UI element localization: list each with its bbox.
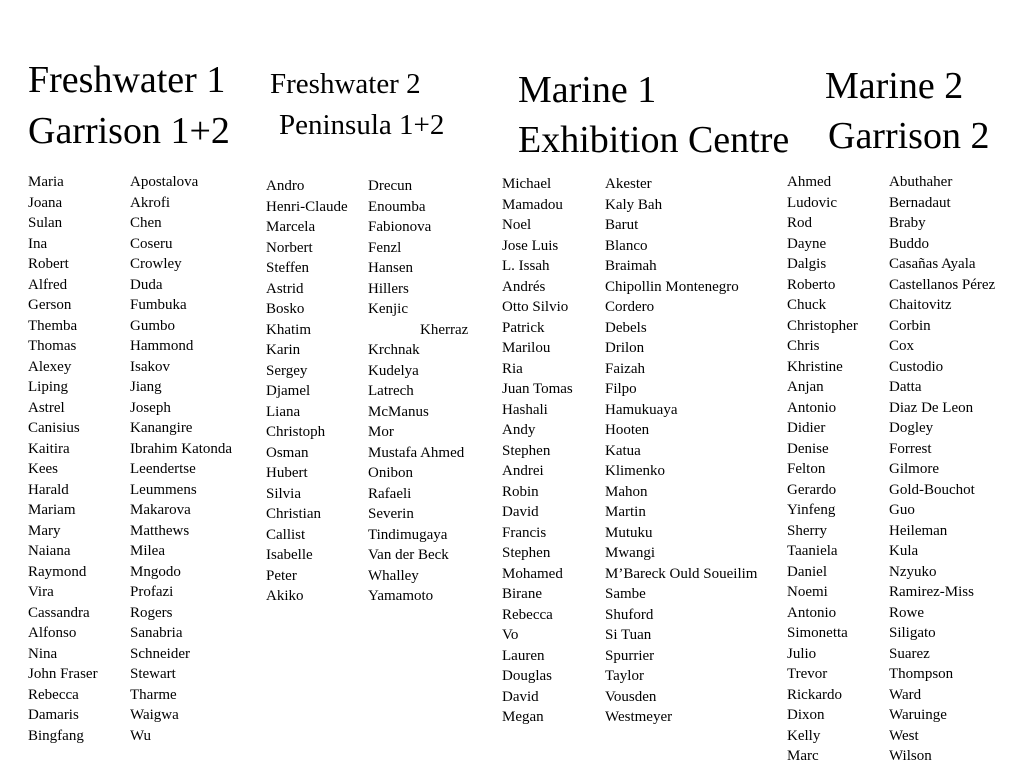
first-name: Robin	[502, 483, 539, 500]
first-name: Rod	[787, 215, 813, 231]
last-name: Wu	[130, 727, 152, 744]
first-name: Osman	[266, 444, 309, 461]
group-3-title-line2: Exhibition Centre	[518, 119, 790, 161]
last-name: Onibon	[368, 465, 413, 481]
group-1-first-names	[28, 172, 98, 746]
last-name: Vousden	[605, 688, 657, 705]
first-name: Kelly	[787, 727, 821, 744]
last-name: Gumbo	[130, 317, 175, 334]
last-name: Martin	[605, 504, 646, 520]
last-name: Corbin	[889, 317, 931, 334]
last-name: Kenjic	[368, 301, 408, 317]
first-name: Bosko	[266, 301, 305, 317]
last-name: Sambe	[605, 586, 646, 602]
last-name: M’Bareck Ould Soueilim	[605, 565, 758, 582]
first-name: Andro	[266, 178, 305, 194]
first-name: Mamadou	[502, 196, 563, 213]
last-name: Duda	[130, 276, 163, 293]
group-4-first-names	[787, 172, 858, 767]
first-name: Felton	[787, 461, 826, 477]
first-name: Khatim	[266, 321, 311, 338]
last-name: Braby	[889, 215, 926, 231]
last-name: Kudelya	[368, 362, 419, 379]
first-name: Ludovic	[787, 194, 837, 211]
first-name: Noel	[502, 217, 532, 233]
first-name: Gerson	[28, 297, 72, 313]
last-name: West	[889, 727, 919, 744]
first-name: Megan	[502, 709, 544, 725]
last-name: Faizah	[605, 360, 645, 377]
last-name: Barut	[605, 217, 639, 233]
last-name: Mwangi	[605, 545, 655, 561]
last-name: Ramirez-Miss	[889, 584, 974, 600]
last-name: Spurrier	[605, 647, 655, 664]
first-name: Jose Luis	[502, 237, 559, 254]
last-name: Mor	[368, 424, 394, 440]
last-name: Waigwa	[130, 707, 179, 723]
last-name: Bernadaut	[889, 194, 951, 211]
last-name: Braimah	[605, 258, 657, 274]
first-name: Henri-Claude	[266, 198, 348, 215]
first-name: Andy	[502, 422, 536, 438]
group-1-last-names	[130, 172, 232, 746]
last-name: Dogley	[889, 420, 934, 436]
last-name: Rafaeli	[368, 485, 412, 502]
last-name: Mahon	[605, 483, 648, 500]
last-name: Gilmore	[889, 461, 939, 477]
first-name: Joana	[28, 194, 63, 211]
first-name: Bingfang	[28, 727, 84, 744]
first-name: Anjan	[787, 379, 824, 395]
first-name: Dixon	[787, 707, 825, 723]
group-2-title-line1: Freshwater 2	[270, 68, 421, 100]
last-name: Hansen	[368, 260, 413, 276]
last-name: Westmeyer	[605, 709, 673, 725]
last-name: Drilon	[605, 340, 645, 356]
last-name: Cordero	[605, 299, 655, 315]
first-name: Marilou	[502, 340, 551, 356]
first-name: John Fraser	[28, 666, 98, 682]
last-name: Enoumba	[368, 198, 426, 215]
first-name: Simonetta	[787, 625, 848, 641]
last-name: Mngodo	[130, 563, 181, 580]
first-name: Nina	[28, 645, 58, 662]
first-name: L. Issah	[502, 258, 550, 274]
first-name: Kees	[28, 461, 58, 477]
first-name: Christian	[266, 506, 321, 522]
first-name: Norbert	[266, 239, 313, 256]
first-name: Isabelle	[266, 547, 313, 563]
last-name: Kherraz	[420, 321, 469, 338]
last-name: Blanco	[605, 237, 648, 254]
first-name: Francis	[502, 524, 547, 541]
first-name: Marcela	[266, 219, 316, 235]
first-name: Otto Silvio	[502, 299, 569, 315]
first-name: Rebecca	[28, 686, 79, 703]
last-name: Drecun	[368, 178, 413, 194]
last-name: Guo	[889, 502, 915, 518]
last-name: Hillers	[368, 280, 409, 297]
first-name: Themba	[28, 317, 78, 334]
first-name: Mohamed	[502, 565, 563, 582]
last-name: Matthews	[130, 522, 190, 539]
last-name: Leendertse	[130, 461, 196, 477]
first-name: Peter	[266, 567, 297, 584]
first-name: David	[502, 688, 539, 705]
last-name: Waruinge	[889, 707, 947, 723]
first-name: Denise	[787, 440, 829, 457]
last-name: Stewart	[130, 666, 176, 682]
first-name: Hashali	[502, 401, 548, 418]
last-name: Joseph	[130, 399, 171, 416]
last-name: Suarez	[889, 645, 930, 662]
group-4-title-line2: Garrison 2	[828, 115, 990, 157]
last-name: Chen	[130, 215, 162, 231]
first-name: Marc	[787, 748, 819, 764]
first-name: Andrés	[502, 278, 546, 295]
first-name: Christoph	[266, 424, 326, 440]
last-name: Chipollin Montenegro	[605, 278, 739, 295]
last-name: Hammond	[130, 338, 194, 354]
first-name: Ina	[28, 235, 48, 252]
group-3-last-names	[605, 174, 757, 728]
first-name: Steffen	[266, 260, 310, 276]
first-name: Sergey	[266, 362, 308, 379]
last-name: Casañas Ayala	[889, 256, 976, 272]
last-name: Tharme	[130, 686, 177, 703]
first-name: Karin	[266, 342, 301, 358]
last-name: Castellanos Pérez	[889, 276, 996, 293]
last-name: Rogers	[130, 604, 173, 621]
first-name: Sherry	[787, 522, 827, 539]
last-name: Coseru	[130, 235, 173, 252]
group-2-first-names	[266, 176, 348, 607]
last-name: Chaitovitz	[889, 297, 952, 313]
first-name: Robert	[28, 256, 69, 272]
first-name: Kaitira	[28, 440, 70, 457]
group-4-title-line1: Marine 2	[825, 65, 964, 107]
first-name: Juan Tomas	[502, 381, 573, 397]
first-name: Antonio	[787, 399, 837, 416]
first-name: Gerardo	[787, 481, 837, 498]
first-name: Djamel	[266, 383, 311, 399]
last-name: Whalley	[368, 567, 419, 584]
last-name: Milea	[130, 543, 165, 559]
first-name: Lauren	[502, 647, 545, 664]
first-name: Daniel	[787, 563, 827, 580]
last-name: Wilson	[889, 748, 932, 764]
last-name: Yamamoto	[368, 588, 434, 604]
first-name: Patrick	[502, 319, 545, 336]
last-name: Klimenko	[605, 463, 665, 479]
last-name: Hooten	[605, 422, 650, 438]
group-2-title-line2: Peninsula 1+2	[279, 109, 445, 141]
last-name: Kula	[889, 543, 919, 559]
first-name: Noemi	[787, 584, 828, 600]
group-1-title-line1: Freshwater 1	[28, 59, 226, 101]
group-3-title-line1: Marine 1	[518, 69, 657, 111]
first-name: Douglas	[502, 668, 552, 684]
last-name: Severin	[368, 506, 414, 522]
first-name: Chuck	[787, 297, 827, 313]
first-name: Astrel	[28, 399, 65, 416]
first-name: Rebecca	[502, 606, 553, 623]
first-name: Christopher	[787, 317, 858, 334]
first-name: Alfred	[28, 276, 68, 293]
last-name: Hamukuaya	[605, 401, 678, 418]
first-name: Yinfeng	[787, 502, 836, 518]
first-name: Antonio	[787, 604, 837, 621]
first-name: Julio	[787, 645, 817, 662]
first-name: Rickardo	[787, 686, 842, 703]
first-name: Mary	[28, 522, 61, 539]
last-name: Thompson	[889, 666, 954, 682]
last-name: Tindimugaya	[368, 526, 448, 543]
first-name: Ria	[502, 360, 523, 377]
last-name: Leummens	[130, 481, 197, 498]
last-name: Forrest	[889, 440, 932, 457]
last-name: McManus	[368, 403, 429, 420]
first-name: Dayne	[787, 235, 827, 252]
first-name: Damaris	[28, 707, 79, 723]
last-name: Buddo	[889, 235, 930, 252]
first-name: Harald	[28, 481, 69, 498]
first-name: Mariam	[28, 502, 76, 518]
last-name: Cox	[889, 338, 915, 354]
last-name: Fumbuka	[130, 297, 187, 313]
first-name: Vo	[502, 627, 519, 643]
first-name: Trevor	[787, 666, 828, 682]
first-name: Liping	[28, 379, 68, 395]
group-4-last-names	[889, 172, 995, 767]
last-name: Nzyuko	[889, 563, 937, 580]
first-name: Raymond	[28, 563, 87, 580]
last-name: Heileman	[889, 522, 948, 539]
last-name: Kanangire	[130, 420, 193, 436]
first-name: Cassandra	[28, 604, 90, 621]
first-name: Sulan	[28, 215, 63, 231]
first-name: Canisius	[28, 420, 80, 436]
last-name: Shuford	[605, 606, 654, 623]
last-name: Diaz De Leon	[889, 399, 974, 416]
first-name: Khristine	[787, 358, 843, 375]
first-name: Stephen	[502, 442, 551, 459]
last-name: Mutuku	[605, 524, 653, 541]
first-name: Taaniela	[787, 543, 838, 559]
last-name: Siligato	[889, 625, 936, 641]
last-name: Kaly Bah	[605, 196, 663, 213]
last-name: Ibrahim Katonda	[130, 440, 233, 457]
first-name: Vira	[28, 584, 54, 600]
last-name: Sanabria	[130, 625, 183, 641]
last-name: Akester	[605, 176, 652, 192]
first-name: Maria	[28, 174, 64, 190]
first-name: Chris	[787, 338, 820, 354]
group-1-title-line2: Garrison 1+2	[28, 110, 230, 152]
last-name: Schneider	[130, 645, 190, 662]
first-name: Roberto	[787, 276, 836, 293]
last-name: Katua	[605, 442, 641, 459]
first-name: Thomas	[28, 338, 77, 354]
first-name: Didier	[787, 420, 826, 436]
last-name: Van der Beck	[368, 547, 449, 563]
last-name: Krchnak	[368, 342, 420, 358]
last-name: Rowe	[889, 604, 924, 621]
last-name: Filpo	[605, 381, 637, 397]
last-name: Taylor	[605, 668, 644, 684]
last-name: Isakov	[130, 358, 170, 375]
last-name: Fabionova	[368, 219, 432, 235]
last-name: Jiang	[130, 379, 162, 395]
last-name: Mustafa Ahmed	[368, 444, 465, 461]
first-name: Callist	[266, 526, 306, 543]
last-name: Datta	[889, 379, 922, 395]
last-name: Akrofi	[130, 194, 170, 211]
first-name: Ahmed	[787, 174, 832, 190]
first-name: Stephen	[502, 545, 551, 561]
last-name: Crowley	[130, 256, 182, 272]
last-name: Latrech	[368, 383, 414, 399]
first-name: Liana	[266, 403, 301, 420]
last-name: Gold-Bouchot	[889, 481, 975, 498]
last-name: Debels	[605, 319, 647, 336]
first-name: Andrei	[502, 463, 544, 479]
group-3-first-names	[502, 174, 573, 728]
last-name: Fenzl	[368, 239, 402, 256]
first-name: Akiko	[266, 588, 304, 604]
first-name: Naiana	[28, 543, 71, 559]
last-name: Ward	[889, 686, 922, 703]
first-name: Hubert	[266, 465, 308, 481]
first-name: Alfonso	[28, 625, 77, 641]
last-name: Profazi	[130, 584, 174, 600]
last-name: Custodio	[889, 358, 944, 375]
first-name: Birane	[502, 586, 542, 602]
first-name: Michael	[502, 176, 552, 192]
last-name: Abuthaher	[889, 174, 953, 190]
first-name: Silvia	[266, 485, 302, 502]
first-name: Astrid	[266, 280, 304, 297]
first-name: David	[502, 504, 539, 520]
first-name: Alexey	[28, 358, 72, 375]
last-name: Apostalova	[130, 174, 199, 190]
group-2-last-names	[368, 176, 468, 607]
first-name: Dalgis	[787, 256, 827, 272]
last-name: Makarova	[130, 502, 191, 518]
last-name: Si Tuan	[605, 627, 652, 643]
